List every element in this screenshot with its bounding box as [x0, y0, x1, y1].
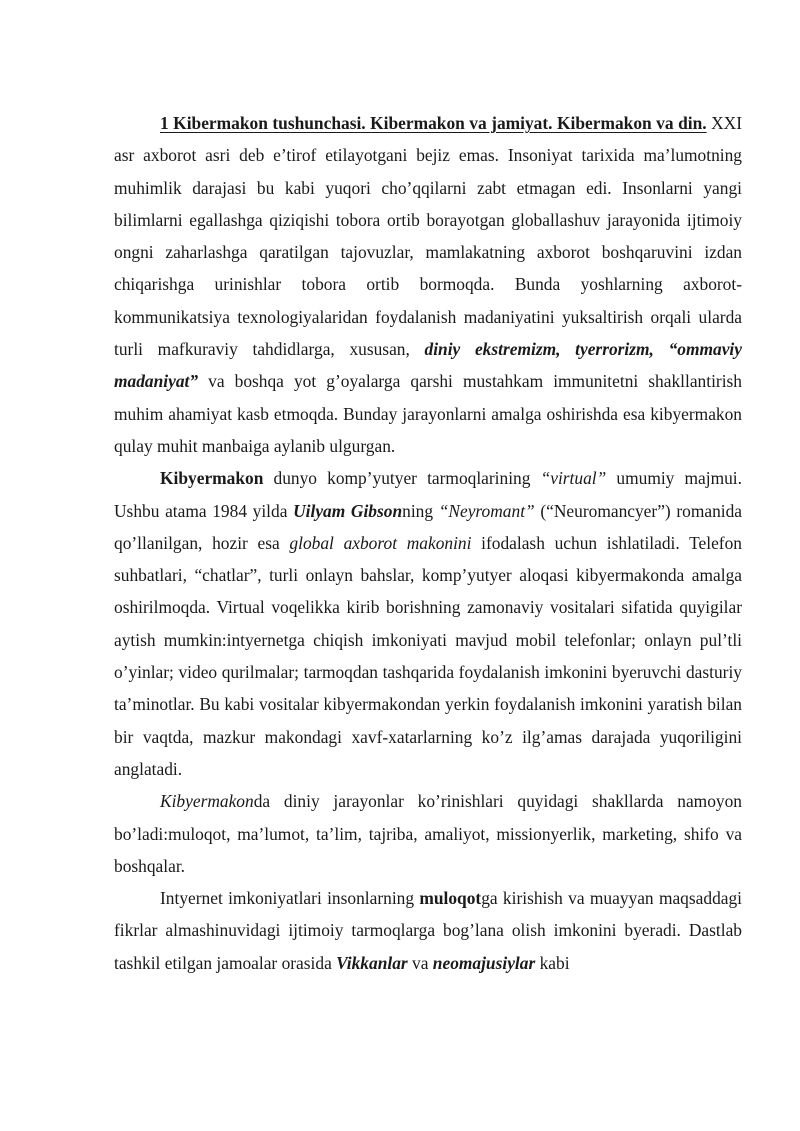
text-run: dunyo komp’yutyer tarmoqlarining — [263, 468, 541, 489]
paragraph-1 — [114, 107, 742, 462]
text-run: ning — [402, 500, 439, 521]
section-heading: 1 Kibermakon tushunchasi. Kibermakon va jamiyat. Kibermakon va din. — [160, 113, 707, 133]
text-run: Intyernet imkoniyatlari insonlarning — [160, 888, 420, 909]
text-run: (“Neuromancyer”) romanida qo’llanilgan, hozir esa — [114, 500, 743, 553]
emphasis-run: diniy ekstremizm, tyerrorizm, “ommaviy madaniyat” — [114, 339, 742, 392]
text-run: va boshqa yot g’oyalarga qarshi mustahkam immunitetni shakllantirish muhim ahamiyat kasb etmoqda. Bunday jarayonlarni amalga oshirishda esa kibyermakon qulay muhit manbaiga aylanib ulgurgan. — [114, 371, 742, 456]
text-run: umumiy majmui. Ushbu atama 1984 yilda — [114, 468, 742, 521]
paragraph-3 — [114, 785, 742, 882]
term-bold: muloqot — [419, 888, 482, 909]
term-italic: Kibyermakon — [160, 791, 254, 812]
emphasis-run: “virtual” — [540, 468, 607, 489]
emphasis-run: neomajusiylar — [432, 952, 536, 973]
term-bold: Kibyermakon — [160, 468, 264, 489]
author-name: Uilyam Gibson — [293, 500, 403, 521]
emphasis-run: Vikkanlar — [336, 952, 408, 973]
paragraph-4 — [114, 882, 742, 979]
text-run: da diniy jarayonlar ko’rinishlari quyidagi shakllarda namoyon bo’ladi:muloqot, ma’lumot, ta’lim, tajriba, amaliyot, missionyerlik, marketing, shifo va boshqalar. — [114, 791, 742, 876]
text-run: va — [407, 952, 433, 973]
text-run: kabi — [535, 952, 570, 973]
text-run: ifodalash uchun ishlatiladi. Telefon suhbatlari, “chatlar”, turli onlayn bahslar, komp’yutyer aloqasi kibyermakonda amalga oshirilmoqda. Virtual voqelikka kirib borishning zamonaviy vositalari sifatida quyigilar aytish mumkin:intyernetga chiqish imkoniyati mavjud mobil telefonlar; onlayn pul’tli o’yinlar; video qurilmalar; tarmoqdan tashqarida foydalanish imkonini byeruvchi dasturiy ta’minotlar. Bu kabi vositalar kibyermakondan yerkin foydalanish imkonini yaratish bilan bir vaqtda, mazkur makondagi xavf-xatarlarning ko’z ilg’amas darajada yuqoriligini anglatadi. — [114, 532, 742, 779]
text-run: ga kirishish va muayyan maqsaddagi fikrlar almashinuvidagi ijtimoiy tarmoqlarga bog’lana olish imkonini byeradi. Dastlab tashkil etilgan jamoalar orasida — [114, 888, 743, 973]
document-body — [114, 107, 742, 979]
emphasis-run: global axborot makonini — [289, 532, 472, 553]
text-run: XXI asr axborot asri deb e’tirof etilayotgani bejiz emas. Insoniyat tarixida ma’lumotning muhimlik darajasi bu kabi yuqori cho’qqilarni zabt etmagan edi. Insonlarni yangi bilimlarni egallashga qiziqishi tobora ortib borayotgan globallashuv jarayonida ijtimoiy ongni zaharlashga qaratilgan tajovuzlar, mamlakatning axborot boshqaruvini izdan chiqarishga urinishlar tobora ortib bormoqda. Bunda yoshlarning axborot-kommunikatsiya texnologiyalaridan foydalanish madaniyatini yuksaltirish orqali ularda turli mafkuraviy tahdidlarga, xususan, — [114, 113, 742, 360]
book-title: “Neyromant” — [438, 500, 535, 521]
paragraph-2 — [114, 462, 742, 785]
